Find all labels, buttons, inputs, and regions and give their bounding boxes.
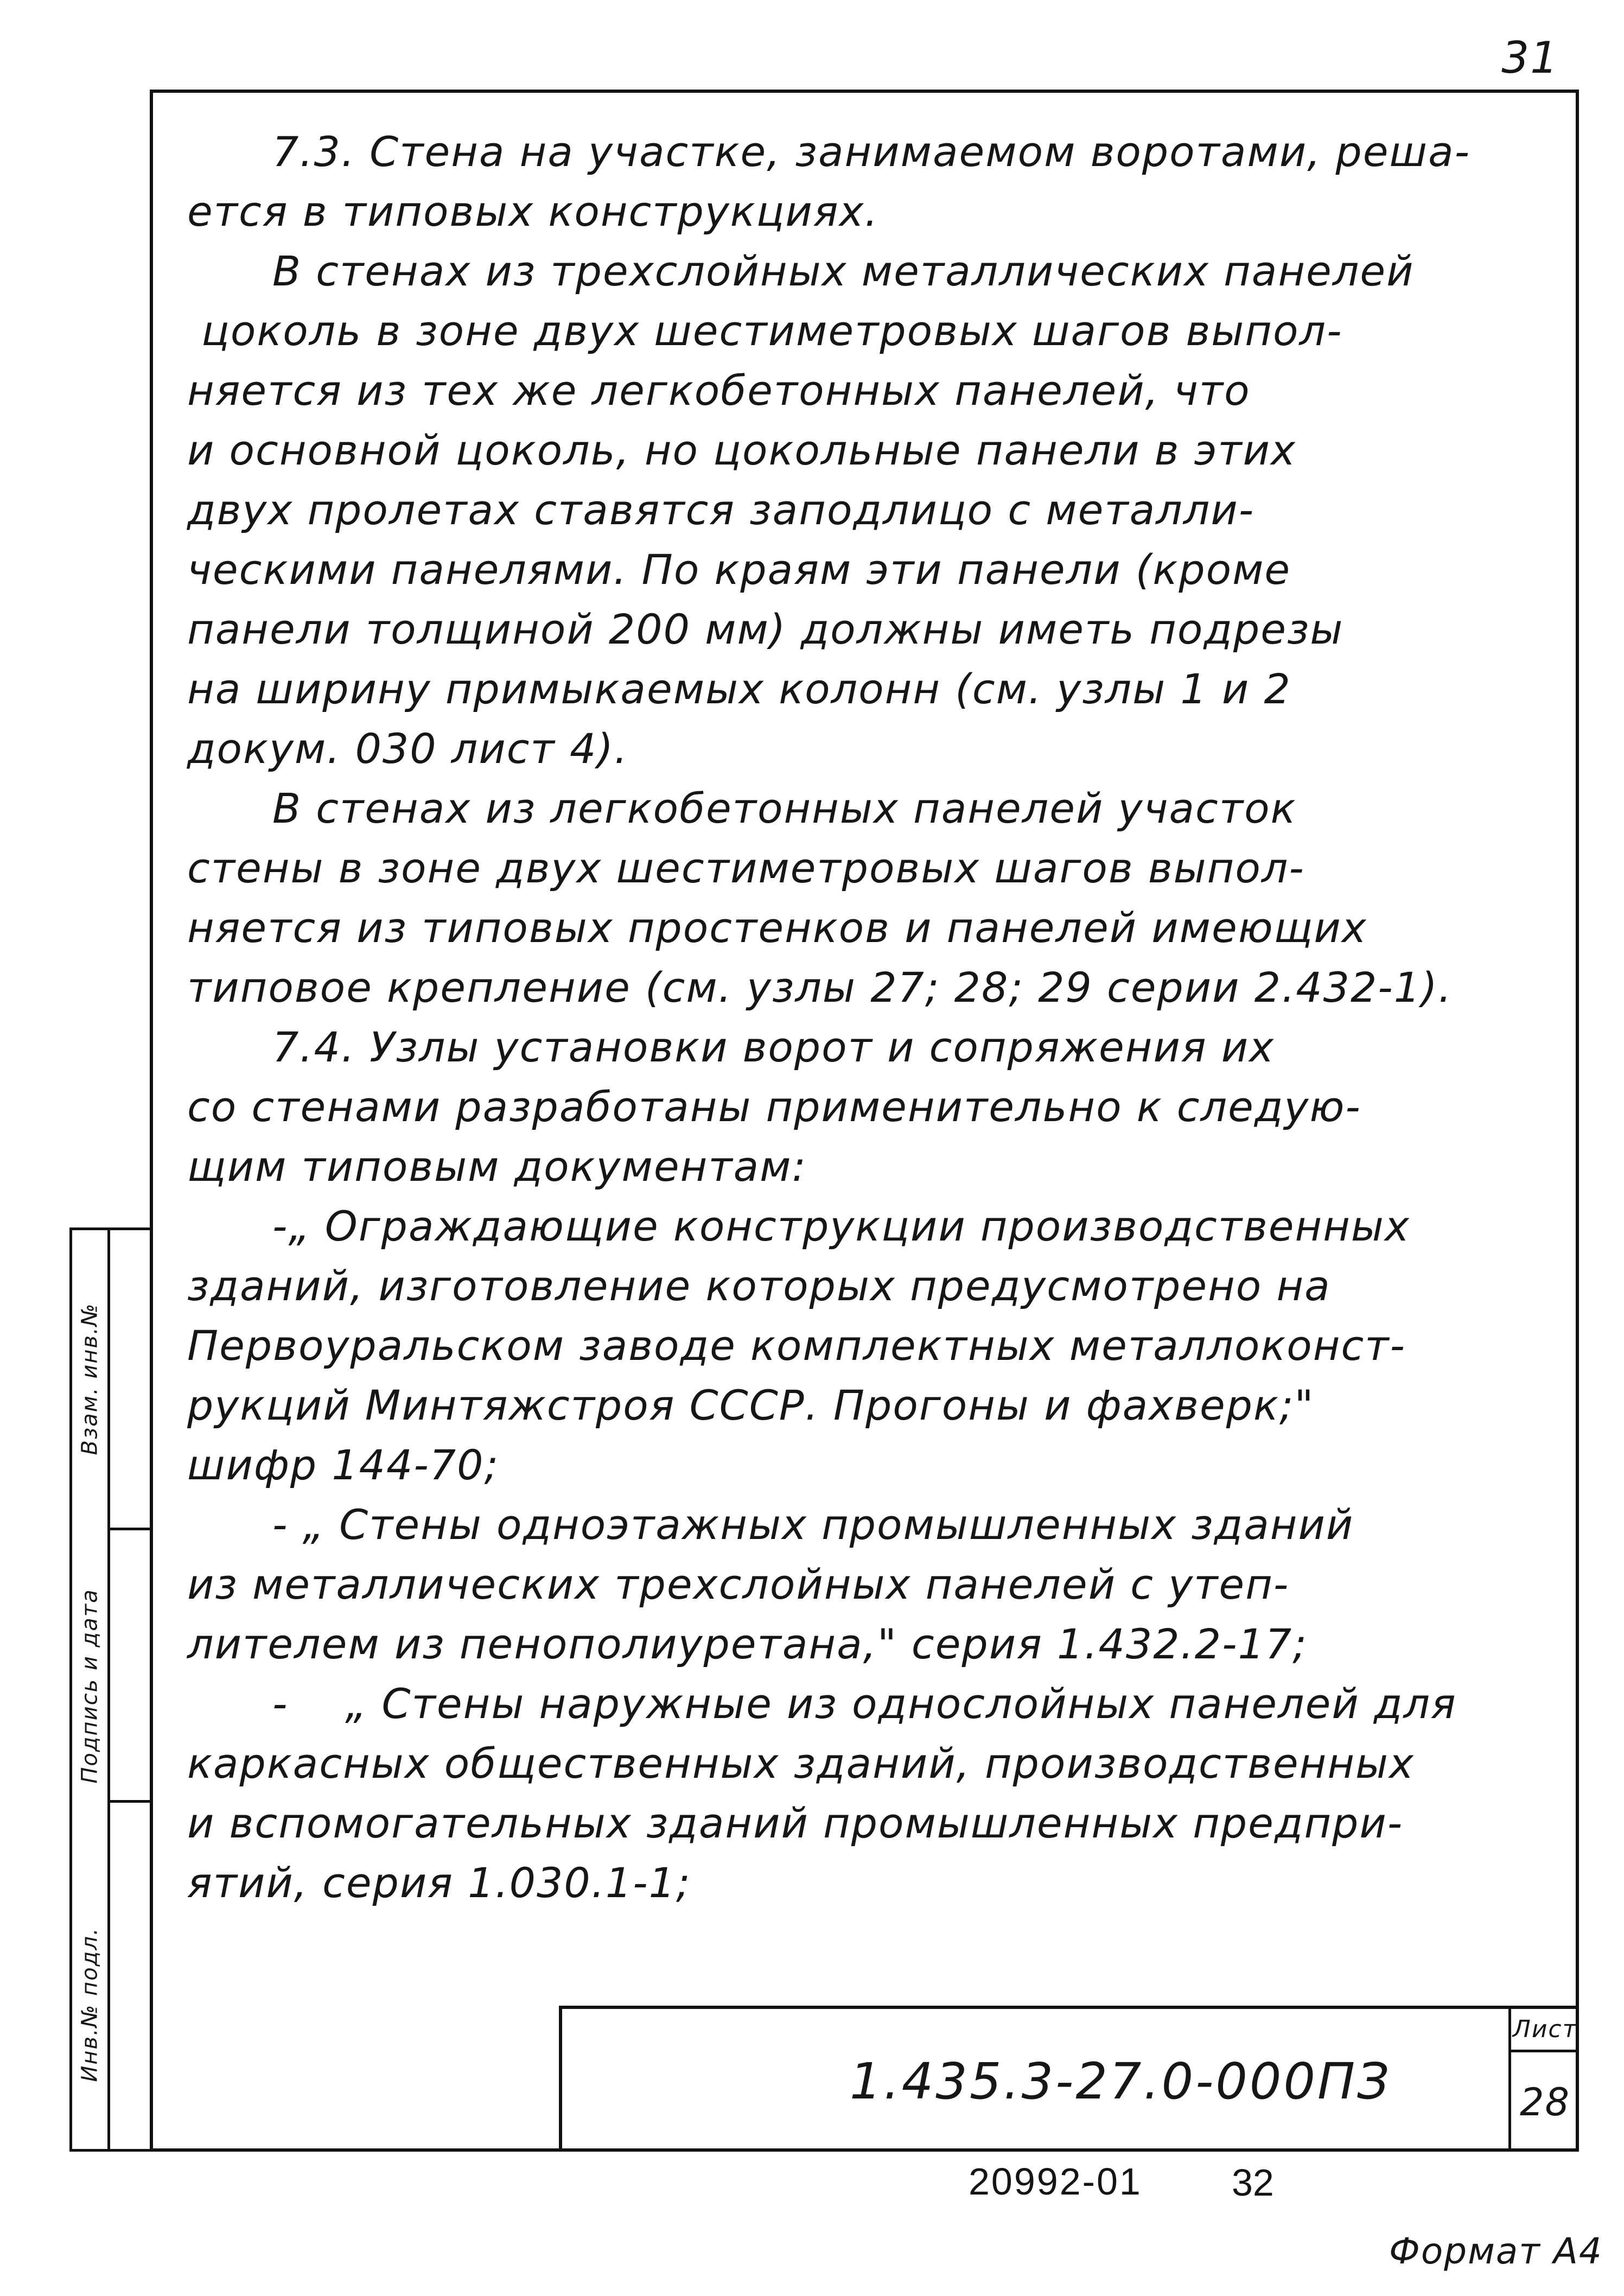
body-line: 7.4. Узлы установки ворот и сопряжения их bbox=[187, 1023, 1275, 1071]
sheet-number: 28 bbox=[1519, 2079, 1571, 2125]
replacement-inventory-label bbox=[72, 1230, 107, 1528]
body-line: двух пролетах ставятся заподлицо с металли- bbox=[187, 486, 1255, 534]
sheet-column bbox=[1508, 2009, 1579, 2152]
body-line: няется из тех же легкобетонных панелей, что bbox=[187, 366, 1251, 415]
body-line: и вспомогательных зданий промышленных предпри- bbox=[187, 1799, 1404, 1847]
body-line: каркасных общественных зданий, производственных bbox=[187, 1739, 1415, 1788]
title-stamp bbox=[559, 2006, 1579, 2152]
body-line: из металлических трехслойных панелей с утеп- bbox=[187, 1560, 1290, 1608]
side-strip bbox=[69, 1227, 150, 2152]
replacement-inventory-text: Взам. инв.№ bbox=[77, 1302, 103, 1455]
body-line: шифр 144-70; bbox=[187, 1441, 500, 1489]
body-line: В стенах из легкобетонных панелей участок bbox=[187, 784, 1297, 832]
body-line: докум. 030 лист 4). bbox=[187, 724, 629, 773]
side-strip-row-divider bbox=[107, 1528, 150, 1530]
body-line: типовое крепление (см. узлы 27; 28; 29 серии 2.432-1). bbox=[187, 963, 1453, 1012]
signature-date-text: Подпись и дата bbox=[77, 1588, 103, 1784]
body-line: няется из типовых простенков и панелей имеющих bbox=[187, 904, 1367, 952]
body-line: ческими панелями. По краям эти панели (кроме bbox=[187, 545, 1291, 594]
body-line: зданий, изготовление которых предусмотрено на bbox=[187, 1262, 1331, 1310]
body-line: щим типовым документам: bbox=[187, 1142, 807, 1191]
side-strip-divider bbox=[107, 1230, 110, 2149]
page-number-top: 31 bbox=[1501, 33, 1559, 83]
body-line: и основной цоколь, но цокольные панели в этих bbox=[187, 426, 1296, 474]
paper-format-label: Формат А4 bbox=[1389, 2230, 1603, 2272]
body-line: В стенах из трехслойных металлических панелей bbox=[187, 247, 1415, 295]
body-line: на ширину примыкаемых колонн (см. узлы 1 и 2 bbox=[187, 665, 1291, 713]
signature-date-label bbox=[72, 1534, 107, 1838]
body-line: лителем из пенополиуретана," серия 1.432.2-17; bbox=[187, 1620, 1308, 1668]
inventory-number-text: Инв.№ подл. bbox=[77, 1926, 103, 2082]
document-code: 1.435.3-27.0-000ПЗ bbox=[850, 2052, 1392, 2110]
body-line: -„ Ограждающие конструкции производственных bbox=[187, 1202, 1410, 1250]
inventory-number-label bbox=[72, 1854, 107, 2154]
side-strip-row-divider bbox=[107, 1800, 150, 1803]
body-line: рукций Минтяжстроя СССР. Прогоны и фахверк;" bbox=[187, 1381, 1315, 1429]
document-body bbox=[187, 122, 1555, 1913]
archive-number: 20992-01 bbox=[969, 2160, 1142, 2203]
body-line: - „ Стены одноэтажных промышленных зданий bbox=[187, 1500, 1354, 1549]
body-line: цоколь в зоне двух шестиметровых шагов выпол- bbox=[187, 307, 1343, 355]
body-line: панели толщиной 200 мм) должны иметь подрезы bbox=[187, 605, 1344, 653]
archive-page-number: 32 bbox=[1232, 2161, 1274, 2204]
body-line: со стенами разработаны применительно к следую- bbox=[187, 1083, 1361, 1131]
body-line: 7.3. Стена на участке, занимаемом воротами, реша- bbox=[187, 128, 1471, 176]
body-line: ется в типовых конструкциях. bbox=[187, 187, 879, 236]
sheet-label: Лист bbox=[1511, 2009, 1579, 2052]
body-line: стены в зоне двух шестиметровых шагов выпол- bbox=[187, 844, 1305, 892]
body-line: Первоуральском заводе комплектных металлоконст- bbox=[187, 1321, 1406, 1370]
body-line: ятий, серия 1.030.1-1; bbox=[187, 1859, 691, 1907]
body-line: - „ Стены наружные из однослойных панелей для bbox=[187, 1680, 1457, 1728]
